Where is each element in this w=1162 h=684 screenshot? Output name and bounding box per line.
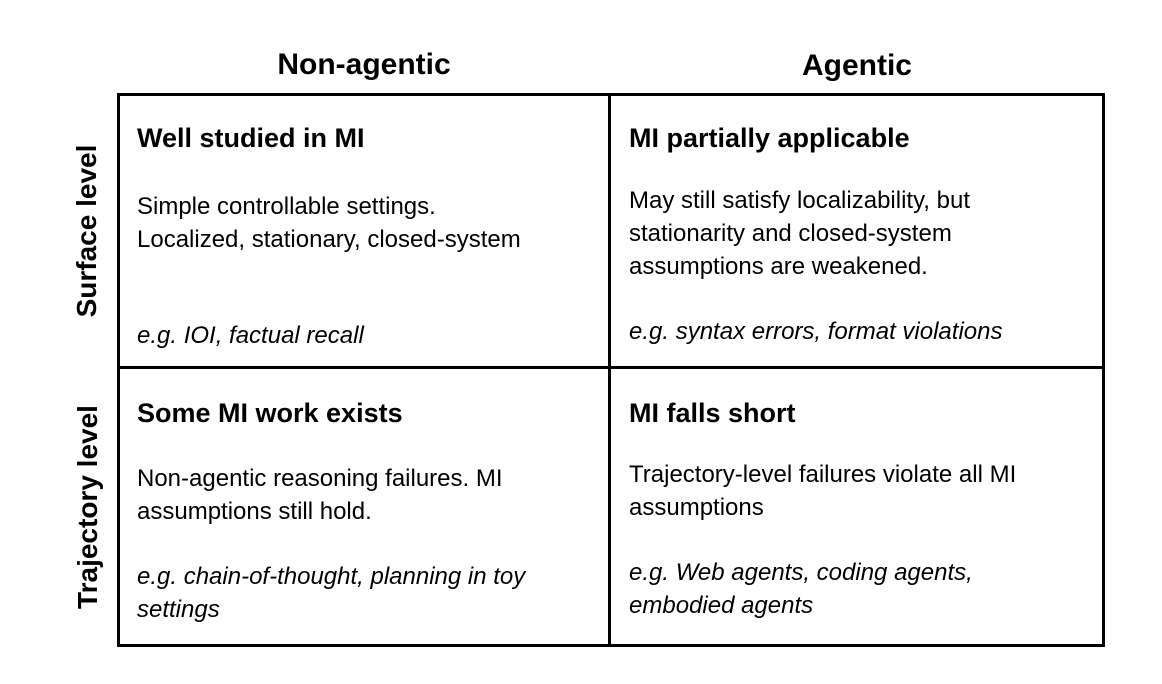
cell-description-line: assumptions still hold. [137,498,372,525]
cell-example-line: embodied agents [629,592,814,619]
cell-description [629,184,970,283]
grid-vertical-divider [608,93,611,647]
cell-description-line: May still satisfy localizability, but [629,187,970,214]
cell-description [137,462,503,528]
cell-title: Well studied in MI [137,123,365,153]
cell-description-line: Simple controllable settings. [137,193,436,220]
cell-description-line: Localized, stationary, closed-system [137,226,521,253]
cell-trajectory-non-agentic [137,394,597,634]
cell-example-line: e.g. chain-of-thought, planning in toy [137,563,526,590]
grid-horizontal-divider [117,366,1105,369]
row-header-surface-level: Surface level [71,144,102,318]
cell-surface-non-agentic [137,120,597,360]
column-header-agentic: Agentic [801,49,912,82]
cell-surface-agentic [629,120,1089,360]
cell-description-line: Trajectory-level failures violate all MI [629,461,1017,488]
cell-description-line: stationarity and closed-system [629,220,952,247]
cell-title: MI falls short [629,398,796,428]
cell-description-line: Non-agentic reasoning failures. MI [137,465,503,492]
cell-title: Some MI work exists [137,398,403,428]
cell-example [137,560,525,626]
cell-description [137,190,521,256]
cell-example-line: e.g. syntax errors, format violations [629,318,1003,345]
cell-example [629,556,973,622]
cell-description [629,458,1016,524]
cell-description-line: assumptions are weakened. [629,253,928,280]
cell-trajectory-agentic [629,394,1089,634]
cell-example [629,315,1002,348]
cell-description-line: assumptions [629,494,764,521]
cell-title: MI partially applicable [629,123,910,153]
cell-example-line: e.g. IOI, factual recall [137,322,364,349]
cell-example-line: e.g. Web agents, coding agents, [629,559,973,586]
column-header-non-agentic: Non-agentic [277,48,451,81]
cell-example [137,319,364,352]
row-header-trajectory-level: Trajectory level [72,405,103,609]
cell-example-line: settings [137,596,220,623]
